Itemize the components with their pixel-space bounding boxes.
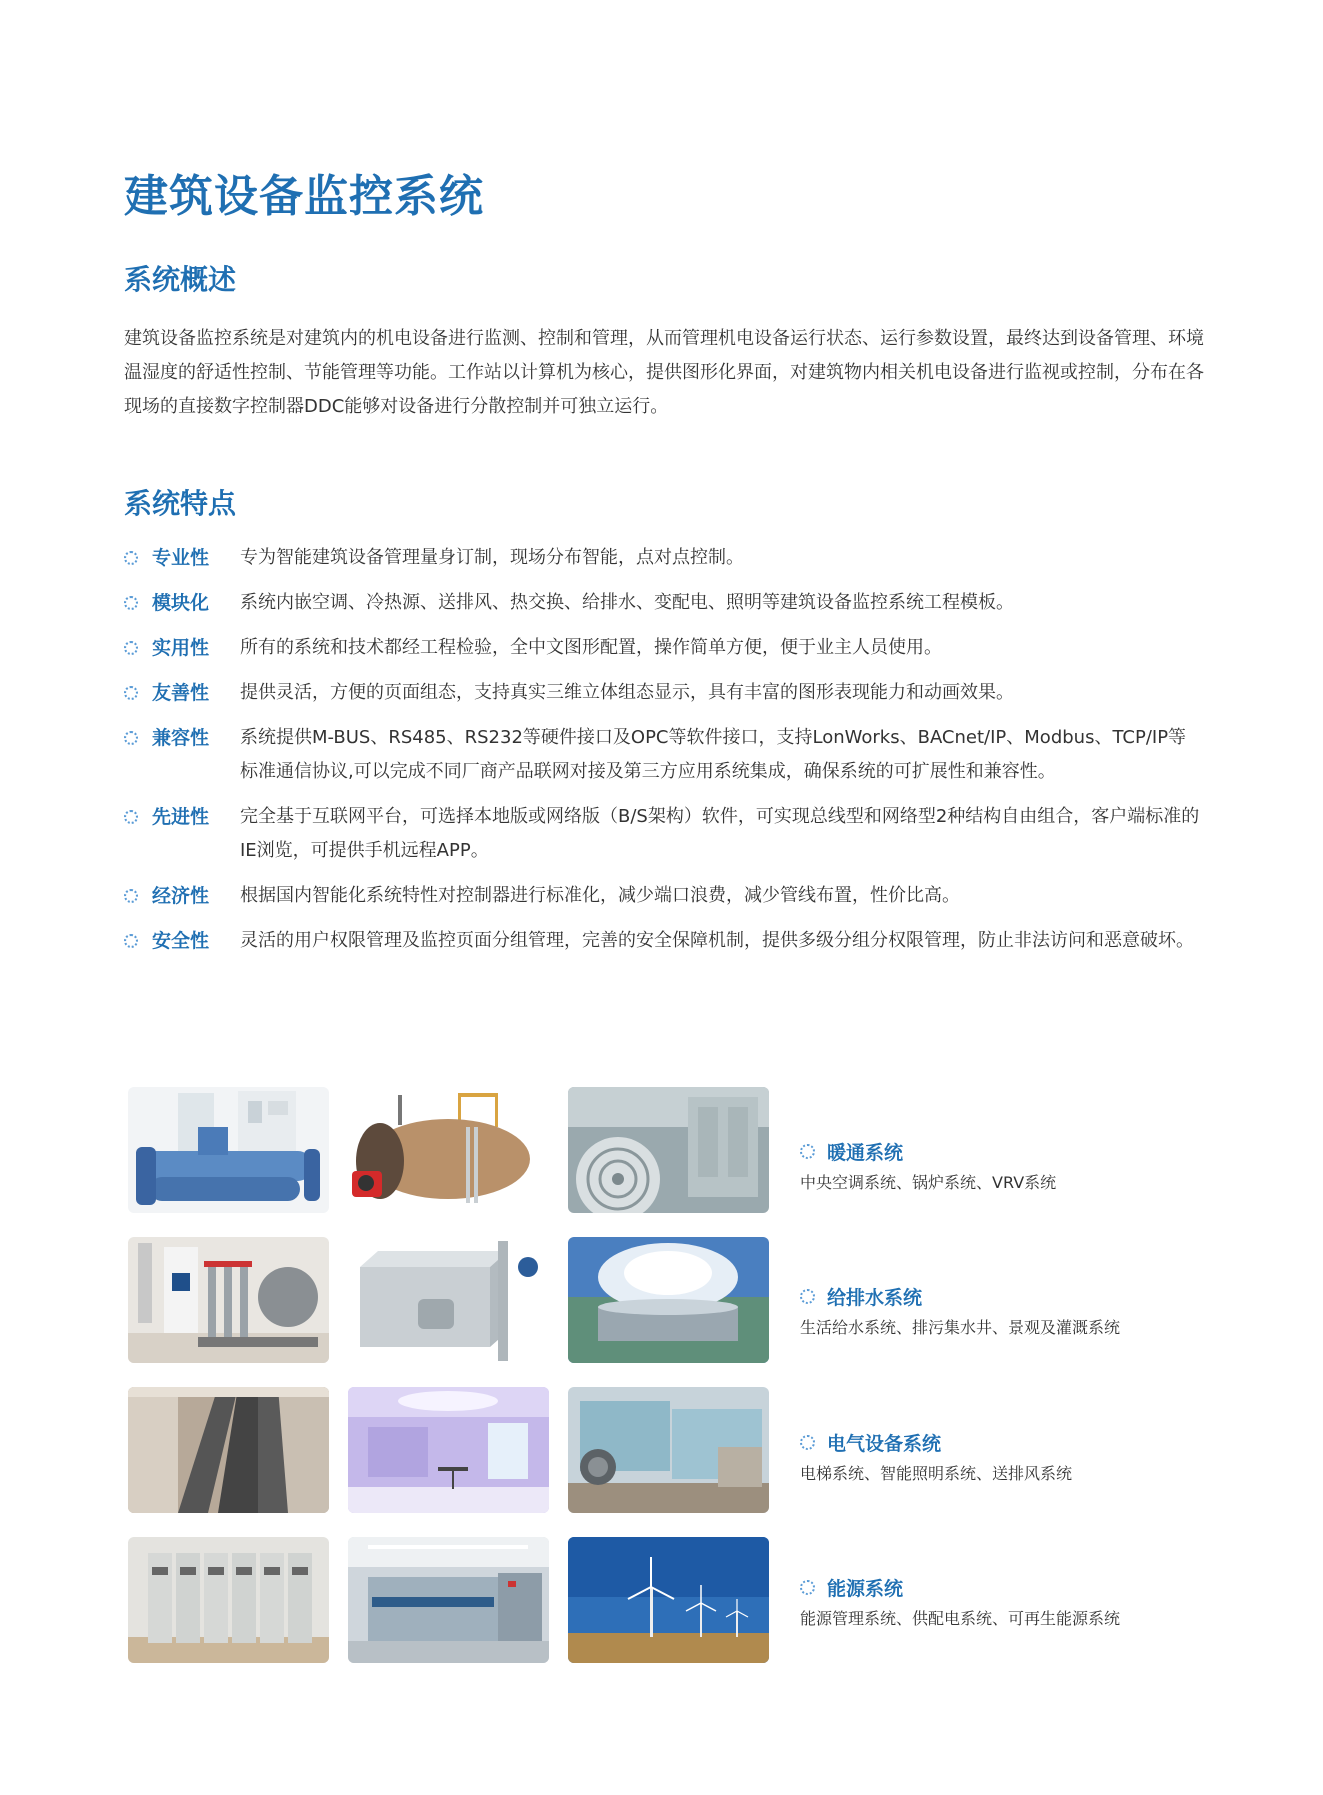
feature-item-economical xyxy=(124,879,1204,913)
fountain-photo xyxy=(568,1237,769,1363)
feature-desc: 所有的系统和技术都经工程检验，全中文图形配置，操作简单方便，便于业主人员使用。 xyxy=(240,637,942,658)
feature-item-modular xyxy=(124,586,1204,620)
system-hvac xyxy=(800,1138,1056,1193)
feature-desc: 专为智能建筑设备管理量身订制，现场分布智能，点对点控制。 xyxy=(240,547,744,568)
feature-item-advanced xyxy=(124,800,1204,868)
ring-bullet-icon xyxy=(124,721,148,755)
feature-name: 经济性 xyxy=(152,885,210,907)
ring-bullet-icon xyxy=(800,1580,815,1595)
ring-bullet-icon xyxy=(124,676,148,710)
pump-station-photo xyxy=(128,1237,329,1363)
ring-bullet-icon xyxy=(800,1289,815,1304)
photo-row-electrical xyxy=(128,1387,788,1513)
ring-bullet-icon xyxy=(124,631,148,665)
system-water xyxy=(800,1283,1120,1338)
photo-row-energy xyxy=(128,1537,788,1663)
ring-bullet-icon xyxy=(800,1144,815,1159)
feature-desc: 系统提供M-BUS、RS485、RS232等硬件接口及OPC等软件接口，支持LonWorks、BACnet/IP、Modbus、TCP/IP等标准通信协议,可以完成不同厂商产品联网对接及第三方应用系统集成，确保系统的可扩展性和兼容性。 xyxy=(240,727,1187,782)
photo-row-water xyxy=(128,1237,788,1363)
feature-name: 安全性 xyxy=(152,930,210,952)
chiller-photo xyxy=(128,1087,329,1213)
distribution-room-photo xyxy=(348,1537,549,1663)
feature-name: 专业性 xyxy=(152,547,210,569)
wind-turbines-photo xyxy=(568,1537,769,1663)
system-desc: 生活给水系统、排污集水井、景观及灌溉系统 xyxy=(800,1318,1121,1337)
feature-desc: 系统内嵌空调、冷热源、送排风、热交换、给排水、变配电、照明等建筑设备监控系统工程模板。 xyxy=(240,592,1014,613)
system-desc: 电梯系统、智能照明系统、送排风系统 xyxy=(800,1464,1073,1483)
ring-bullet-icon xyxy=(800,1435,815,1450)
feature-item-friendly xyxy=(124,676,1204,710)
feature-item-compatible xyxy=(124,721,1204,789)
feature-name: 实用性 xyxy=(152,637,210,659)
feature-desc: 灵活的用户权限管理及监控页面分组管理，完善的安全保障机制，提供多级分组分权限管理，防止非法访问和恶意破坏。 xyxy=(240,930,1194,951)
overview-heading: 系统概述 xyxy=(124,263,237,296)
features-list xyxy=(124,541,1204,969)
feature-name: 兼容性 xyxy=(152,727,210,749)
system-title: 给排水系统 xyxy=(827,1286,923,1309)
system-title: 能源系统 xyxy=(827,1577,904,1600)
outdoor-units-photo xyxy=(568,1087,769,1213)
sewage-tank-photo xyxy=(348,1237,549,1363)
escalator-photo xyxy=(128,1387,329,1513)
ring-bullet-icon xyxy=(124,924,148,958)
feature-name: 先进性 xyxy=(152,806,210,828)
feature-item-secure xyxy=(124,924,1204,958)
ring-bullet-icon xyxy=(124,541,148,575)
system-energy xyxy=(800,1574,1120,1629)
page-title: 建筑设备监控系统 xyxy=(124,171,484,222)
system-electrical xyxy=(800,1429,1072,1484)
system-title: 暖通系统 xyxy=(827,1141,904,1164)
feature-desc: 根据国内智能化系统特性对控制器进行标准化，减少端口浪费，减少管线布置，性价比高。 xyxy=(240,885,960,906)
switchgear-photo xyxy=(128,1537,329,1663)
feature-name: 友善性 xyxy=(152,682,210,704)
feature-desc: 完全基于互联网平台，可选择本地版或网络版（B/S架构）软件，可实现总线型和网络型2种结构自由组合，客户端标准的IE浏览，可提供手机远程APP。 xyxy=(240,806,1200,861)
overview-text: 建筑设备监控系统是对建筑内的机电设备进行监测、控制和管理，从而管理机电设备运行状态、运行参数设置，最终达到设备管理、环境温湿度的舒适性控制、节能管理等功能。工作站以计算机为核心，提供图形化界面，对建筑物内相关机电设备进行监视或控制，分布在各现场的直接数字控制器DDC能够对设备进行分散控制并可独立运行。 xyxy=(124,328,1204,417)
feature-item-practical xyxy=(124,631,1204,665)
feature-desc: 提供灵活，方便的页面组态，支持真实三维立体组态显示，具有丰富的图形表现能力和动画效果。 xyxy=(240,682,1014,703)
features-heading: 系统特点 xyxy=(124,487,237,520)
boiler-photo xyxy=(348,1087,549,1213)
photo-row-hvac xyxy=(128,1087,788,1213)
feature-item-professional xyxy=(124,541,1204,575)
ring-bullet-icon xyxy=(124,879,148,913)
lit-room-photo xyxy=(348,1387,549,1513)
system-desc: 能源管理系统、供配电系统、可再生能源系统 xyxy=(800,1609,1121,1628)
feature-name: 模块化 xyxy=(152,592,210,614)
system-desc: 中央空调系统、锅炉系统、VRV系统 xyxy=(800,1173,1057,1192)
ventilation-unit-photo xyxy=(568,1387,769,1513)
ring-bullet-icon xyxy=(124,800,148,834)
ring-bullet-icon xyxy=(124,586,148,620)
system-title: 电气设备系统 xyxy=(827,1432,942,1455)
photo-grid xyxy=(128,1087,788,1687)
